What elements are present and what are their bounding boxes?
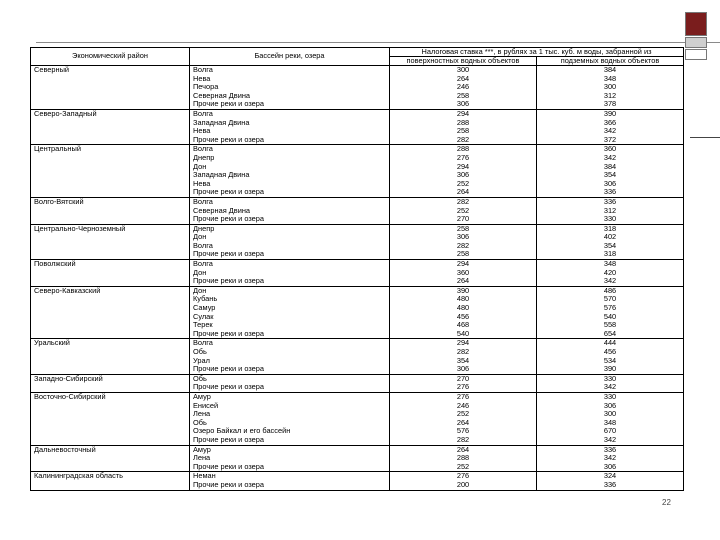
basin-cell: Прочие реки и озера	[190, 188, 390, 197]
region-cell: Дальневосточный	[31, 445, 190, 454]
table-row	[31, 339, 684, 348]
basin-cell: Прочие реки и озера	[190, 481, 390, 490]
surface-rate-cell: 252	[390, 463, 537, 472]
region-cell	[31, 207, 190, 216]
region-cell	[31, 277, 190, 286]
region-cell	[31, 427, 190, 436]
surface-rate-cell: 264	[390, 75, 537, 84]
underground-rate-cell: 576	[537, 304, 684, 313]
underground-rate-cell: 348	[537, 419, 684, 428]
underground-rate-cell: 324	[537, 472, 684, 481]
surface-rate-cell: 264	[390, 277, 537, 286]
underground-rate-cell: 342	[537, 277, 684, 286]
region-cell	[31, 119, 190, 128]
region-cell	[31, 357, 190, 366]
table-row	[31, 171, 684, 180]
surface-rate-cell: 288	[390, 454, 537, 463]
surface-rate-cell: 294	[390, 339, 537, 348]
table-row	[31, 269, 684, 278]
underground-rate-cell: 670	[537, 427, 684, 436]
underground-rate-cell: 444	[537, 339, 684, 348]
basin-cell: Западная Двина	[190, 119, 390, 128]
underground-rate-cell: 372	[537, 136, 684, 145]
region-cell	[31, 163, 190, 172]
table-row	[31, 260, 684, 269]
basin-cell: Кубань	[190, 295, 390, 304]
table-row	[31, 154, 684, 163]
region-cell	[31, 250, 190, 259]
table-body	[31, 66, 684, 491]
region-cell	[31, 92, 190, 101]
surface-rate-cell: 576	[390, 427, 537, 436]
table-row	[31, 295, 684, 304]
region-cell: Калининградская область	[31, 472, 190, 481]
underground-rate-cell: 366	[537, 119, 684, 128]
basin-cell: Неман	[190, 472, 390, 481]
underground-rate-cell: 342	[537, 454, 684, 463]
region-cell	[31, 330, 190, 339]
region-cell	[31, 100, 190, 109]
basin-cell: Прочие реки и озера	[190, 383, 390, 392]
region-cell	[31, 154, 190, 163]
basin-cell: Нева	[190, 75, 390, 84]
surface-rate-cell: 480	[390, 304, 537, 313]
surface-rate-cell: 270	[390, 215, 537, 224]
underground-rate-cell: 348	[537, 260, 684, 269]
basin-cell: Озеро Байкал и его бассейн	[190, 427, 390, 436]
region-cell	[31, 481, 190, 490]
table-row	[31, 472, 684, 481]
basin-cell: Северная Двина	[190, 92, 390, 101]
table-row	[31, 100, 684, 109]
table-row	[31, 277, 684, 286]
side-divider-line	[690, 137, 720, 138]
slide-decoration	[685, 12, 707, 61]
region-cell	[31, 215, 190, 224]
basin-cell: Прочие реки и озера	[190, 215, 390, 224]
underground-rate-cell: 348	[537, 75, 684, 84]
basin-cell: Печора	[190, 83, 390, 92]
basin-cell: Самур	[190, 304, 390, 313]
basin-cell: Волга	[190, 66, 390, 75]
underground-rate-cell: 336	[537, 445, 684, 454]
surface-rate-cell: 276	[390, 472, 537, 481]
underground-rate-cell: 330	[537, 374, 684, 383]
surface-rate-cell: 252	[390, 180, 537, 189]
underground-rate-cell: 402	[537, 233, 684, 242]
underground-rate-cell: 342	[537, 127, 684, 136]
surface-rate-cell: 294	[390, 260, 537, 269]
underground-rate-cell: 330	[537, 392, 684, 401]
surface-rate-cell: 456	[390, 313, 537, 322]
table-row	[31, 136, 684, 145]
surface-rate-cell: 264	[390, 188, 537, 197]
surface-rate-cell: 306	[390, 233, 537, 242]
underground-rate-cell: 306	[537, 180, 684, 189]
surface-rate-cell: 282	[390, 197, 537, 206]
table-row	[31, 145, 684, 154]
region-cell	[31, 383, 190, 392]
table-row	[31, 348, 684, 357]
region-cell	[31, 188, 190, 197]
surface-rate-cell: 258	[390, 92, 537, 101]
underground-rate-cell: 336	[537, 481, 684, 490]
region-cell	[31, 454, 190, 463]
surface-rate-cell: 480	[390, 295, 537, 304]
basin-cell: Днепр	[190, 224, 390, 233]
basin-cell: Волга	[190, 260, 390, 269]
basin-cell: Западная Двина	[190, 171, 390, 180]
underground-rate-cell: 330	[537, 215, 684, 224]
region-cell: Поволжский	[31, 260, 190, 269]
table-row	[31, 163, 684, 172]
basin-cell: Обь	[190, 374, 390, 383]
decor-square-red	[685, 12, 707, 36]
surface-rate-cell: 282	[390, 436, 537, 445]
region-cell	[31, 419, 190, 428]
header-tax-rate: Налоговая ставка ***, в рублях за 1 тыс. куб. м воды, забранной из	[390, 48, 684, 57]
table-row	[31, 66, 684, 75]
underground-rate-cell: 306	[537, 402, 684, 411]
basin-cell: Волга	[190, 242, 390, 251]
table-row	[31, 180, 684, 189]
surface-rate-cell: 282	[390, 242, 537, 251]
underground-rate-cell: 306	[537, 463, 684, 472]
underground-rate-cell: 384	[537, 66, 684, 75]
basin-cell: Обь	[190, 348, 390, 357]
surface-rate-cell: 282	[390, 348, 537, 357]
surface-rate-cell: 258	[390, 250, 537, 259]
table-row	[31, 75, 684, 84]
table-row	[31, 92, 684, 101]
surface-rate-cell: 276	[390, 154, 537, 163]
underground-rate-cell: 336	[537, 188, 684, 197]
table-row	[31, 233, 684, 242]
table-row	[31, 330, 684, 339]
region-cell	[31, 75, 190, 84]
surface-rate-cell: 258	[390, 127, 537, 136]
region-cell	[31, 410, 190, 419]
surface-rate-cell: 468	[390, 321, 537, 330]
table-row	[31, 383, 684, 392]
surface-rate-cell: 306	[390, 171, 537, 180]
region-cell	[31, 136, 190, 145]
surface-rate-cell: 264	[390, 445, 537, 454]
surface-rate-cell: 300	[390, 66, 537, 75]
table-row	[31, 242, 684, 251]
region-cell	[31, 180, 190, 189]
basin-cell: Терек	[190, 321, 390, 330]
surface-rate-cell: 276	[390, 392, 537, 401]
basin-cell: Сулак	[190, 313, 390, 322]
basin-cell: Прочие реки и озера	[190, 365, 390, 374]
underground-rate-cell: 300	[537, 83, 684, 92]
table-row	[31, 313, 684, 322]
underground-rate-cell: 534	[537, 357, 684, 366]
underground-rate-cell: 312	[537, 92, 684, 101]
table-row	[31, 119, 684, 128]
basin-cell: Амур	[190, 392, 390, 401]
underground-rate-cell: 558	[537, 321, 684, 330]
surface-rate-cell: 288	[390, 145, 537, 154]
basin-cell: Нева	[190, 180, 390, 189]
table-row	[31, 374, 684, 383]
basin-cell: Волга	[190, 197, 390, 206]
underground-rate-cell: 336	[537, 197, 684, 206]
region-cell	[31, 436, 190, 445]
decor-square-gray	[685, 37, 707, 48]
basin-cell: Днепр	[190, 154, 390, 163]
basin-cell: Дон	[190, 269, 390, 278]
surface-rate-cell: 252	[390, 410, 537, 419]
region-cell	[31, 171, 190, 180]
underground-rate-cell: 390	[537, 365, 684, 374]
table-row	[31, 445, 684, 454]
underground-rate-cell: 456	[537, 348, 684, 357]
region-cell: Уральский	[31, 339, 190, 348]
table-row	[31, 197, 684, 206]
table-row	[31, 83, 684, 92]
table-row	[31, 109, 684, 118]
underground-rate-cell: 318	[537, 250, 684, 259]
region-cell	[31, 402, 190, 411]
surface-rate-cell: 252	[390, 207, 537, 216]
table-row	[31, 481, 684, 490]
underground-rate-cell: 486	[537, 286, 684, 295]
table-row	[31, 402, 684, 411]
surface-rate-cell: 540	[390, 330, 537, 339]
table-row	[31, 463, 684, 472]
region-cell	[31, 313, 190, 322]
region-cell	[31, 295, 190, 304]
region-cell: Северный	[31, 66, 190, 75]
basin-cell: Урал	[190, 357, 390, 366]
underground-rate-cell: 540	[537, 313, 684, 322]
region-cell: Северо-Кавказский	[31, 286, 190, 295]
surface-rate-cell: 288	[390, 119, 537, 128]
table-row	[31, 286, 684, 295]
underground-rate-cell: 384	[537, 163, 684, 172]
underground-rate-cell: 342	[537, 436, 684, 445]
surface-rate-cell: 360	[390, 269, 537, 278]
top-divider-line	[36, 42, 720, 43]
header-region: Экономический район	[31, 48, 190, 66]
surface-rate-cell: 246	[390, 402, 537, 411]
basin-cell: Нева	[190, 127, 390, 136]
underground-rate-cell: 360	[537, 145, 684, 154]
page-number: 22	[662, 498, 671, 507]
basin-cell: Прочие реки и озера	[190, 330, 390, 339]
region-cell: Восточно-Сибирский	[31, 392, 190, 401]
region-cell	[31, 463, 190, 472]
basin-cell: Волга	[190, 109, 390, 118]
basin-cell: Прочие реки и озера	[190, 250, 390, 259]
basin-cell: Лена	[190, 410, 390, 419]
region-cell	[31, 233, 190, 242]
table-row	[31, 127, 684, 136]
header-underground: подземных водных объектов	[537, 57, 684, 66]
region-cell	[31, 348, 190, 357]
header-surface: поверхностных водных объектов	[390, 57, 537, 66]
basin-cell: Амур	[190, 445, 390, 454]
table-row	[31, 427, 684, 436]
surface-rate-cell: 294	[390, 109, 537, 118]
underground-rate-cell: 354	[537, 242, 684, 251]
basin-cell: Волга	[190, 145, 390, 154]
table-row	[31, 250, 684, 259]
surface-rate-cell: 258	[390, 224, 537, 233]
table-row	[31, 224, 684, 233]
underground-rate-cell: 342	[537, 154, 684, 163]
table-row	[31, 304, 684, 313]
surface-rate-cell: 294	[390, 163, 537, 172]
underground-rate-cell: 342	[537, 383, 684, 392]
surface-rate-cell: 390	[390, 286, 537, 295]
region-cell: Волго-Вятский	[31, 197, 190, 206]
surface-rate-cell: 354	[390, 357, 537, 366]
underground-rate-cell: 312	[537, 207, 684, 216]
table-row	[31, 321, 684, 330]
underground-rate-cell: 354	[537, 171, 684, 180]
surface-rate-cell: 306	[390, 100, 537, 109]
region-cell	[31, 127, 190, 136]
table-row	[31, 410, 684, 419]
surface-rate-cell: 246	[390, 83, 537, 92]
table-row	[31, 419, 684, 428]
basin-cell: Волга	[190, 339, 390, 348]
basin-cell: Прочие реки и озера	[190, 100, 390, 109]
underground-rate-cell: 570	[537, 295, 684, 304]
table-row	[31, 436, 684, 445]
underground-rate-cell: 420	[537, 269, 684, 278]
basin-cell: Прочие реки и озера	[190, 277, 390, 286]
region-cell	[31, 304, 190, 313]
basin-cell: Прочие реки и озера	[190, 136, 390, 145]
underground-rate-cell: 300	[537, 410, 684, 419]
table-row	[31, 207, 684, 216]
table-row	[31, 188, 684, 197]
region-cell	[31, 269, 190, 278]
basin-cell: Прочие реки и озера	[190, 436, 390, 445]
table-row	[31, 392, 684, 401]
region-cell: Западно-Сибирский	[31, 374, 190, 383]
underground-rate-cell: 378	[537, 100, 684, 109]
basin-cell: Дон	[190, 286, 390, 295]
underground-rate-cell: 654	[537, 330, 684, 339]
region-cell: Центрально-Черноземный	[31, 224, 190, 233]
table-row	[31, 357, 684, 366]
surface-rate-cell: 264	[390, 419, 537, 428]
surface-rate-cell: 200	[390, 481, 537, 490]
decor-square-white	[685, 49, 707, 60]
region-cell	[31, 242, 190, 251]
underground-rate-cell: 318	[537, 224, 684, 233]
surface-rate-cell: 270	[390, 374, 537, 383]
underground-rate-cell: 390	[537, 109, 684, 118]
basin-cell: Северная Двина	[190, 207, 390, 216]
table-row	[31, 454, 684, 463]
region-cell	[31, 365, 190, 374]
table-row	[31, 215, 684, 224]
region-cell	[31, 321, 190, 330]
region-cell: Центральный	[31, 145, 190, 154]
header-basin: Бассейн реки, озера	[190, 48, 390, 66]
basin-cell: Дон	[190, 163, 390, 172]
surface-rate-cell: 276	[390, 383, 537, 392]
region-cell: Северо-Западный	[31, 109, 190, 118]
table-row	[31, 365, 684, 374]
water-tax-rate-table	[30, 47, 684, 491]
region-cell	[31, 83, 190, 92]
basin-cell: Дон	[190, 233, 390, 242]
basin-cell: Обь	[190, 419, 390, 428]
basin-cell: Енисей	[190, 402, 390, 411]
surface-rate-cell: 306	[390, 365, 537, 374]
basin-cell: Лена	[190, 454, 390, 463]
basin-cell: Прочие реки и озера	[190, 463, 390, 472]
surface-rate-cell: 282	[390, 136, 537, 145]
